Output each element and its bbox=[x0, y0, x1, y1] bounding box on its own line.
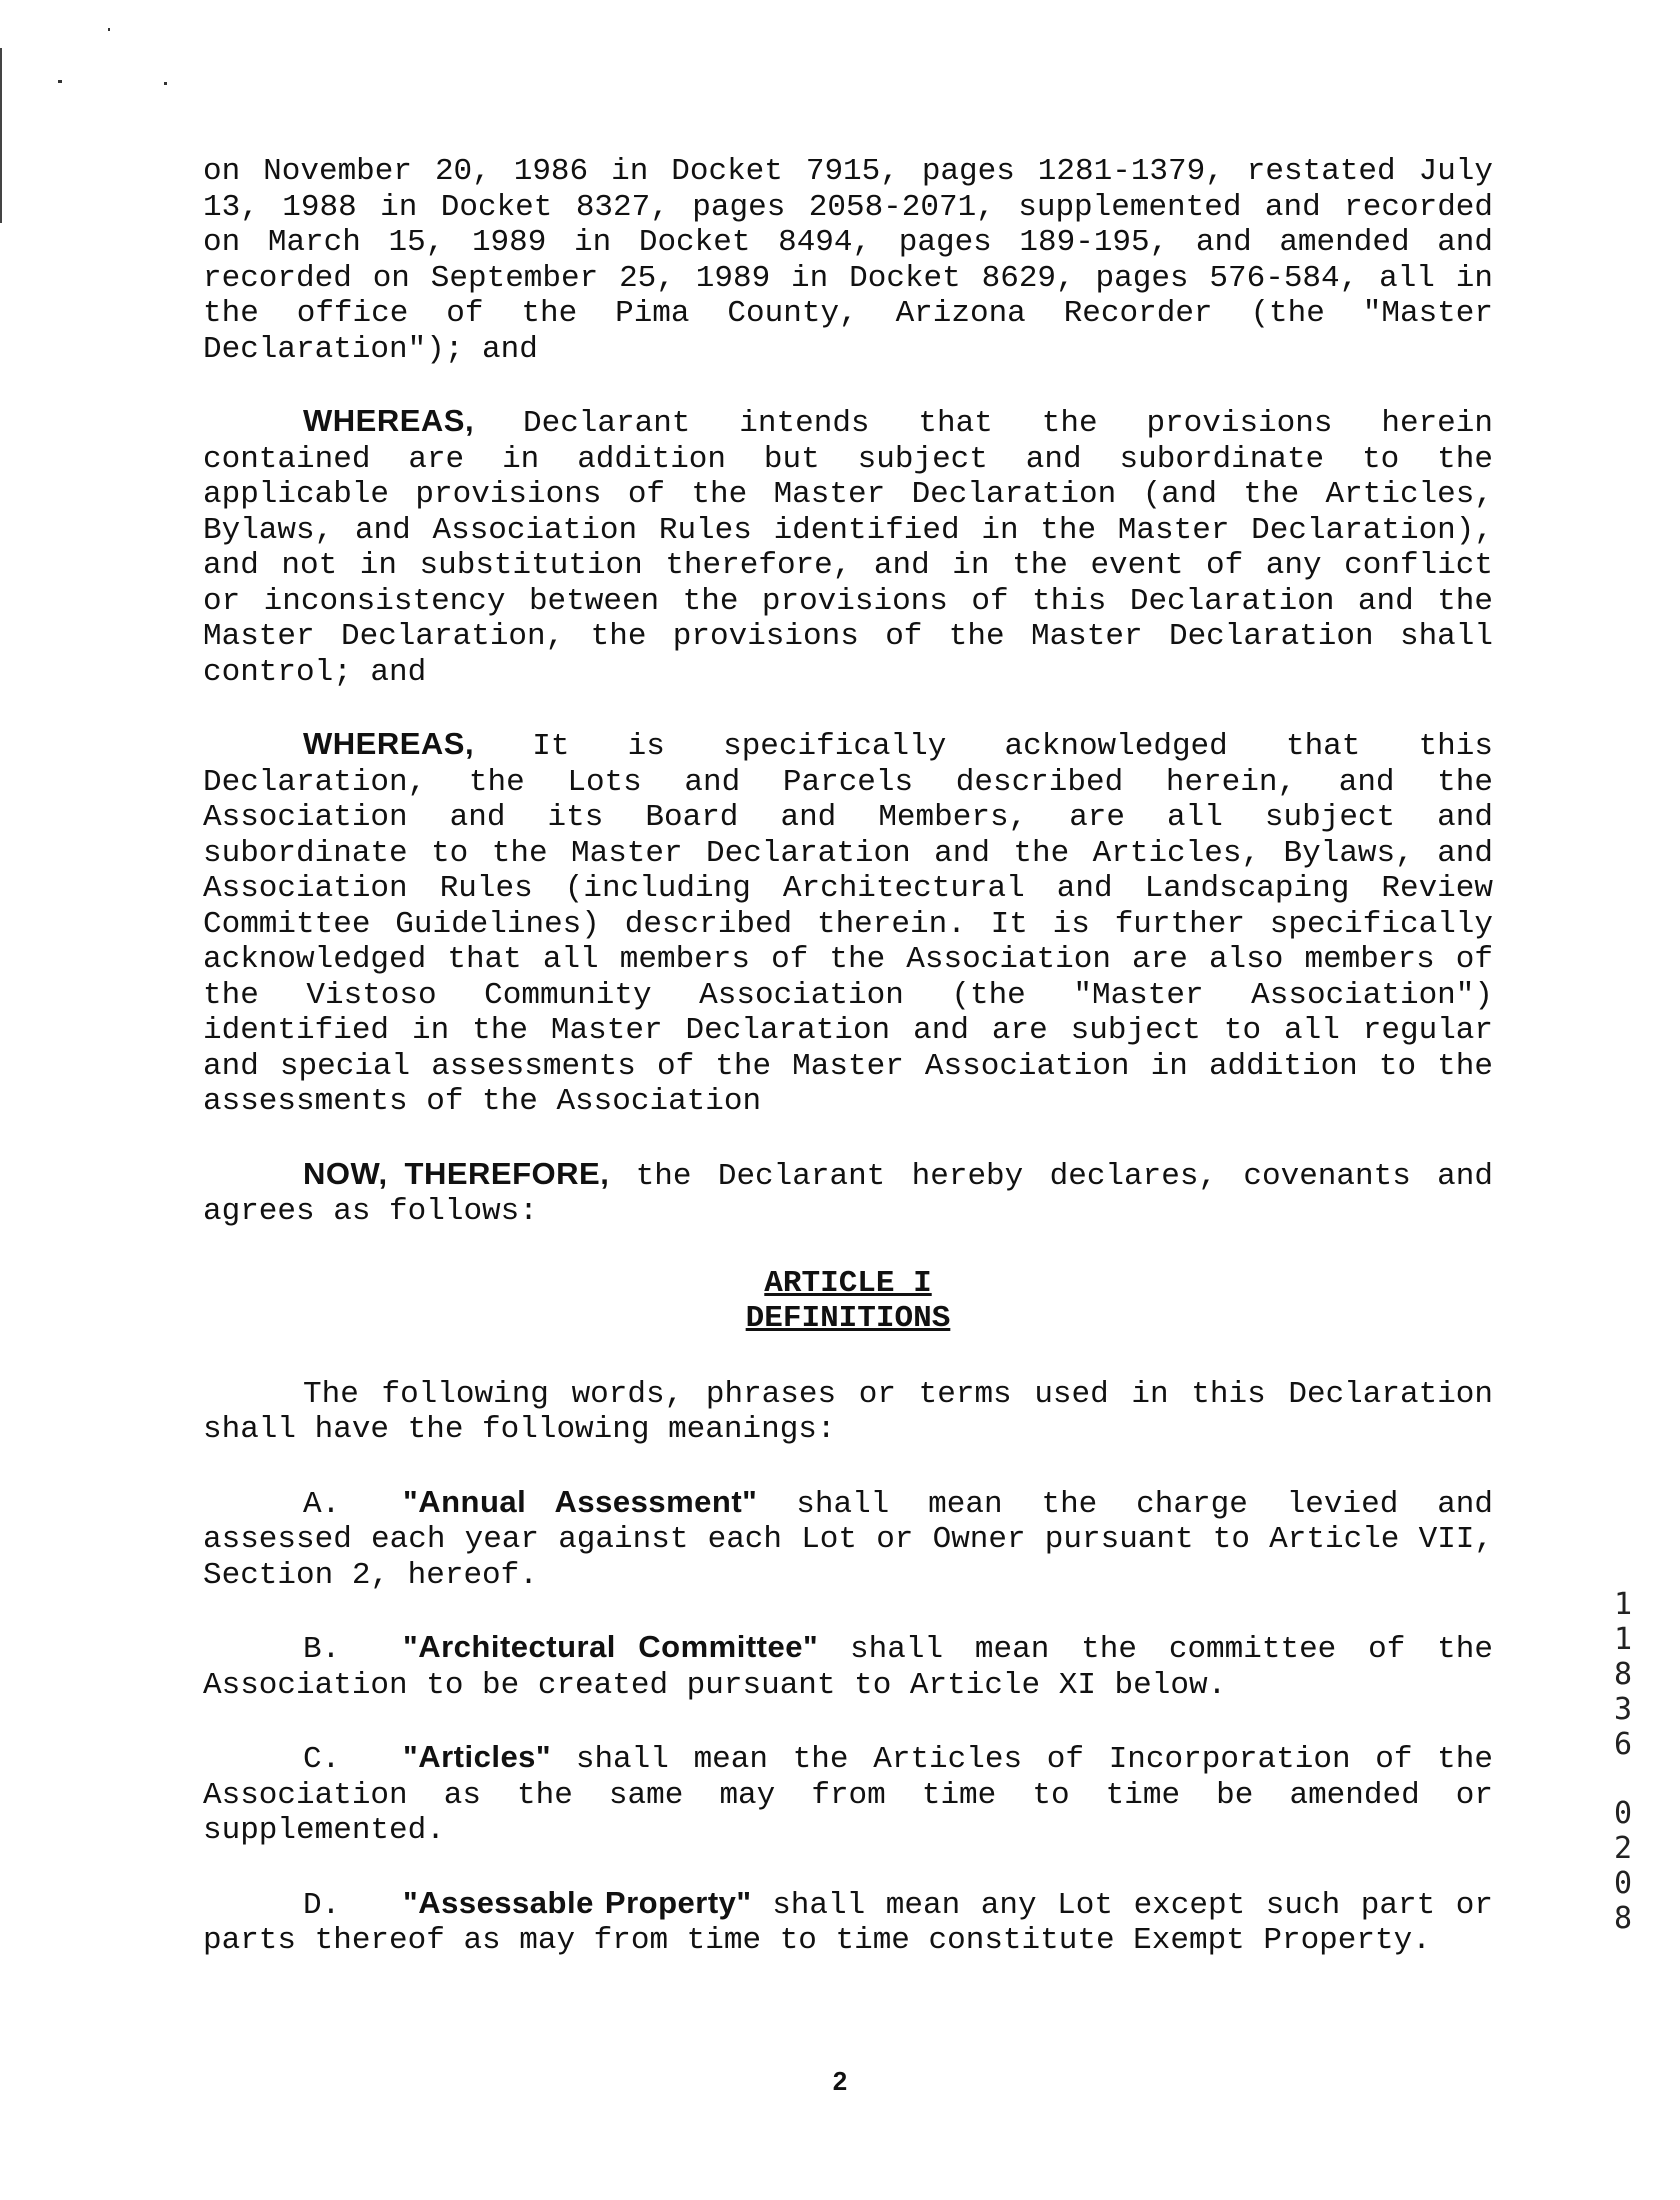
definition-term: "Architectural Committee" bbox=[403, 1629, 819, 1664]
definition-item bbox=[203, 1629, 1493, 1703]
stamp-digit: 1 bbox=[1613, 1622, 1633, 1657]
whereas-paragraph-1 bbox=[203, 403, 1493, 690]
stamp-digit: 6 bbox=[1613, 1727, 1633, 1762]
definition-item bbox=[203, 1484, 1493, 1594]
definition-text: shall mean the Articles of Incorporation of the Association as the same may from time to time be amended or supplemented. bbox=[203, 1742, 1493, 1848]
scan-speck bbox=[58, 80, 62, 83]
scan-edge-line bbox=[0, 48, 2, 223]
definition-letter: B. bbox=[303, 1632, 341, 1667]
intro-paragraph: on November 20, 1986 in Docket 7915, pages 1281-1379, restated July 13, 1988 in Docket 8327, pages 2058-2071, supplemented and recorded on March 15, 1989 in Docket 8494, pages 189-195, and amended and recorded on September 25, 1989 in Docket 8629, pages 576-584, all in the office of the Pima County, Arizona Recorder (the "Master Declaration"); and bbox=[203, 154, 1493, 367]
now-therefore-text: the Declarant hereby declares, covenants and agrees as follows: bbox=[203, 1158, 1493, 1229]
definitions-intro: The following words, phrases or terms used in this Declaration shall have the following meanings: bbox=[203, 1376, 1493, 1447]
article-heading bbox=[203, 1266, 1493, 1337]
stamp-gap bbox=[1608, 1762, 1638, 1796]
stamp-digit: 8 bbox=[1613, 1901, 1633, 1936]
whereas-lead: WHEREAS, bbox=[303, 726, 475, 761]
definition-text: shall mean the committee of the Association to be created pursuant to Article XI below. bbox=[203, 1632, 1493, 1703]
recorder-stamp-number bbox=[1608, 1587, 1638, 1936]
now-therefore-lead: NOW, THEREFORE, bbox=[303, 1155, 610, 1191]
definition-term: "Articles" bbox=[403, 1739, 552, 1774]
stamp-digit: 0 bbox=[1613, 1866, 1633, 1901]
definition-letter: C. bbox=[303, 1742, 341, 1777]
scan-speck bbox=[164, 82, 167, 85]
now-therefore-paragraph bbox=[203, 1156, 1493, 1230]
definition-term: "Assessable Property" bbox=[403, 1884, 752, 1920]
definition-letter: A. bbox=[303, 1486, 341, 1522]
stamp-digit: 1 bbox=[1613, 1587, 1633, 1622]
document-body bbox=[203, 154, 1493, 1995]
definition-item bbox=[203, 1739, 1493, 1849]
whereas-paragraph-2 bbox=[203, 726, 1493, 1120]
definition-term: "Annual Assessment" bbox=[403, 1483, 758, 1519]
article-number: ARTICLE I bbox=[764, 1265, 932, 1301]
stamp-digit: 8 bbox=[1613, 1657, 1633, 1692]
stamp-digit: 3 bbox=[1613, 1692, 1633, 1727]
whereas-text: Declarant intends that the provisions herein contained are in addition but subject and subordinate to the applicable provisions of the Master Declaration (and the Articles, Bylaws, and Association Rules identified in the Master Declaration), and not in substitution therefore, and in the event of any conflict or inconsistency between the provisions of this Declaration and the Master Declaration, the provisions of the Master Declaration shall control; and bbox=[203, 406, 1493, 690]
whereas-lead: WHEREAS, bbox=[303, 403, 475, 438]
page-number: 2 bbox=[832, 2066, 848, 2096]
definition-text: shall mean any Lot except such part or parts thereof as may from time to time constitute Exempt Property. bbox=[203, 1887, 1493, 1958]
definition-item bbox=[203, 1885, 1493, 1959]
definition-text: shall mean the charge levied and assessed each year against each Lot or Owner pursuant to Article VII, Section 2, hereof. bbox=[203, 1486, 1494, 1593]
article-title: DEFINITIONS bbox=[745, 1301, 951, 1336]
scan-speck bbox=[108, 28, 110, 31]
stamp-digit: 2 bbox=[1613, 1831, 1633, 1866]
stamp-digit: 0 bbox=[1613, 1796, 1633, 1831]
definition-letter: D. bbox=[303, 1887, 341, 1923]
whereas-text: It is specifically acknowledged that this Declaration, the Lots and Parcels described herein, and the Association and its Board and Members, are all subject and subordinate to the Master Declaration and the Articles, Bylaws, and Association Rules (including Architectural and Landscaping Review Committee Guidelines) described therein. It is further specifically acknowledged that all members of the Association are also members of the Vistoso Community Association (the "Master Association") identified in the Master Declaration and are subject to all regular and special assessments of the Master Association in addition to the assessments of the Association bbox=[203, 729, 1493, 1119]
